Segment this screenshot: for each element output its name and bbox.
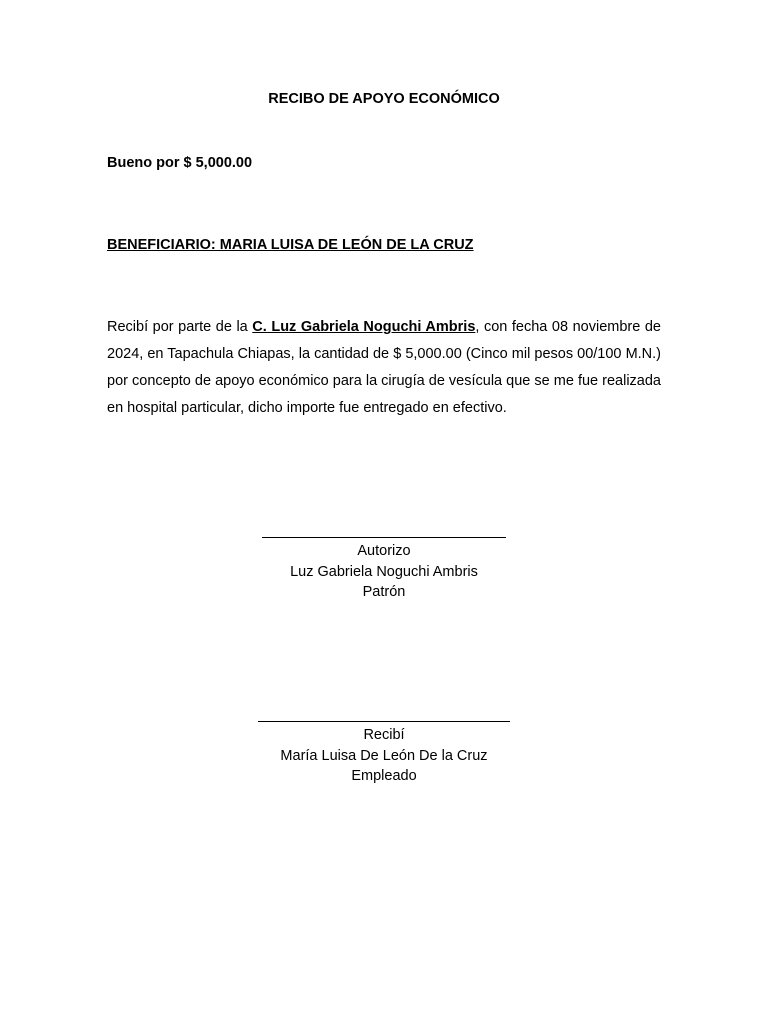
signature-caption: Autorizo (357, 543, 411, 559)
signature-text (0, 725, 768, 787)
signature-block-authorizer (0, 537, 768, 603)
signature-line (258, 721, 510, 722)
signature-role: Empleado (351, 768, 417, 784)
payer-name: C. Luz Gabriela Noguchi Ambris (252, 319, 476, 335)
body-text-details: , con fecha 08 noviembre de 2024, en Tapachula Chiapas, la cantidad de $ 5,000.00 (Cinco mil pesos 00/100 M.N.) por concepto de apoyo económico para la cirugía de vesícula que se me fue realizada en hospital particular, dicho importe fue entregado en efectivo. (107, 319, 661, 416)
amount-line: Bueno por $ 5,000.00 (107, 155, 253, 171)
receipt-body (107, 314, 661, 422)
signature-line (262, 537, 506, 538)
signature-role: Patrón (362, 584, 406, 600)
signature-name: Luz Gabriela Noguchi Ambris (290, 563, 478, 580)
signature-caption: Recibí (363, 727, 405, 743)
signature-block-recipient (0, 721, 768, 787)
body-text-intro: Recibí por parte de la (107, 319, 253, 335)
signature-text (0, 541, 768, 603)
signature-name: María Luisa De León De la Cruz (280, 747, 488, 764)
beneficiary-line: BENEFICIARIO: MARIA LUISA DE LEÓN DE LA CRUZ (107, 237, 474, 253)
document-title: RECIBO DE APOYO ECONÓMICO (268, 91, 500, 107)
